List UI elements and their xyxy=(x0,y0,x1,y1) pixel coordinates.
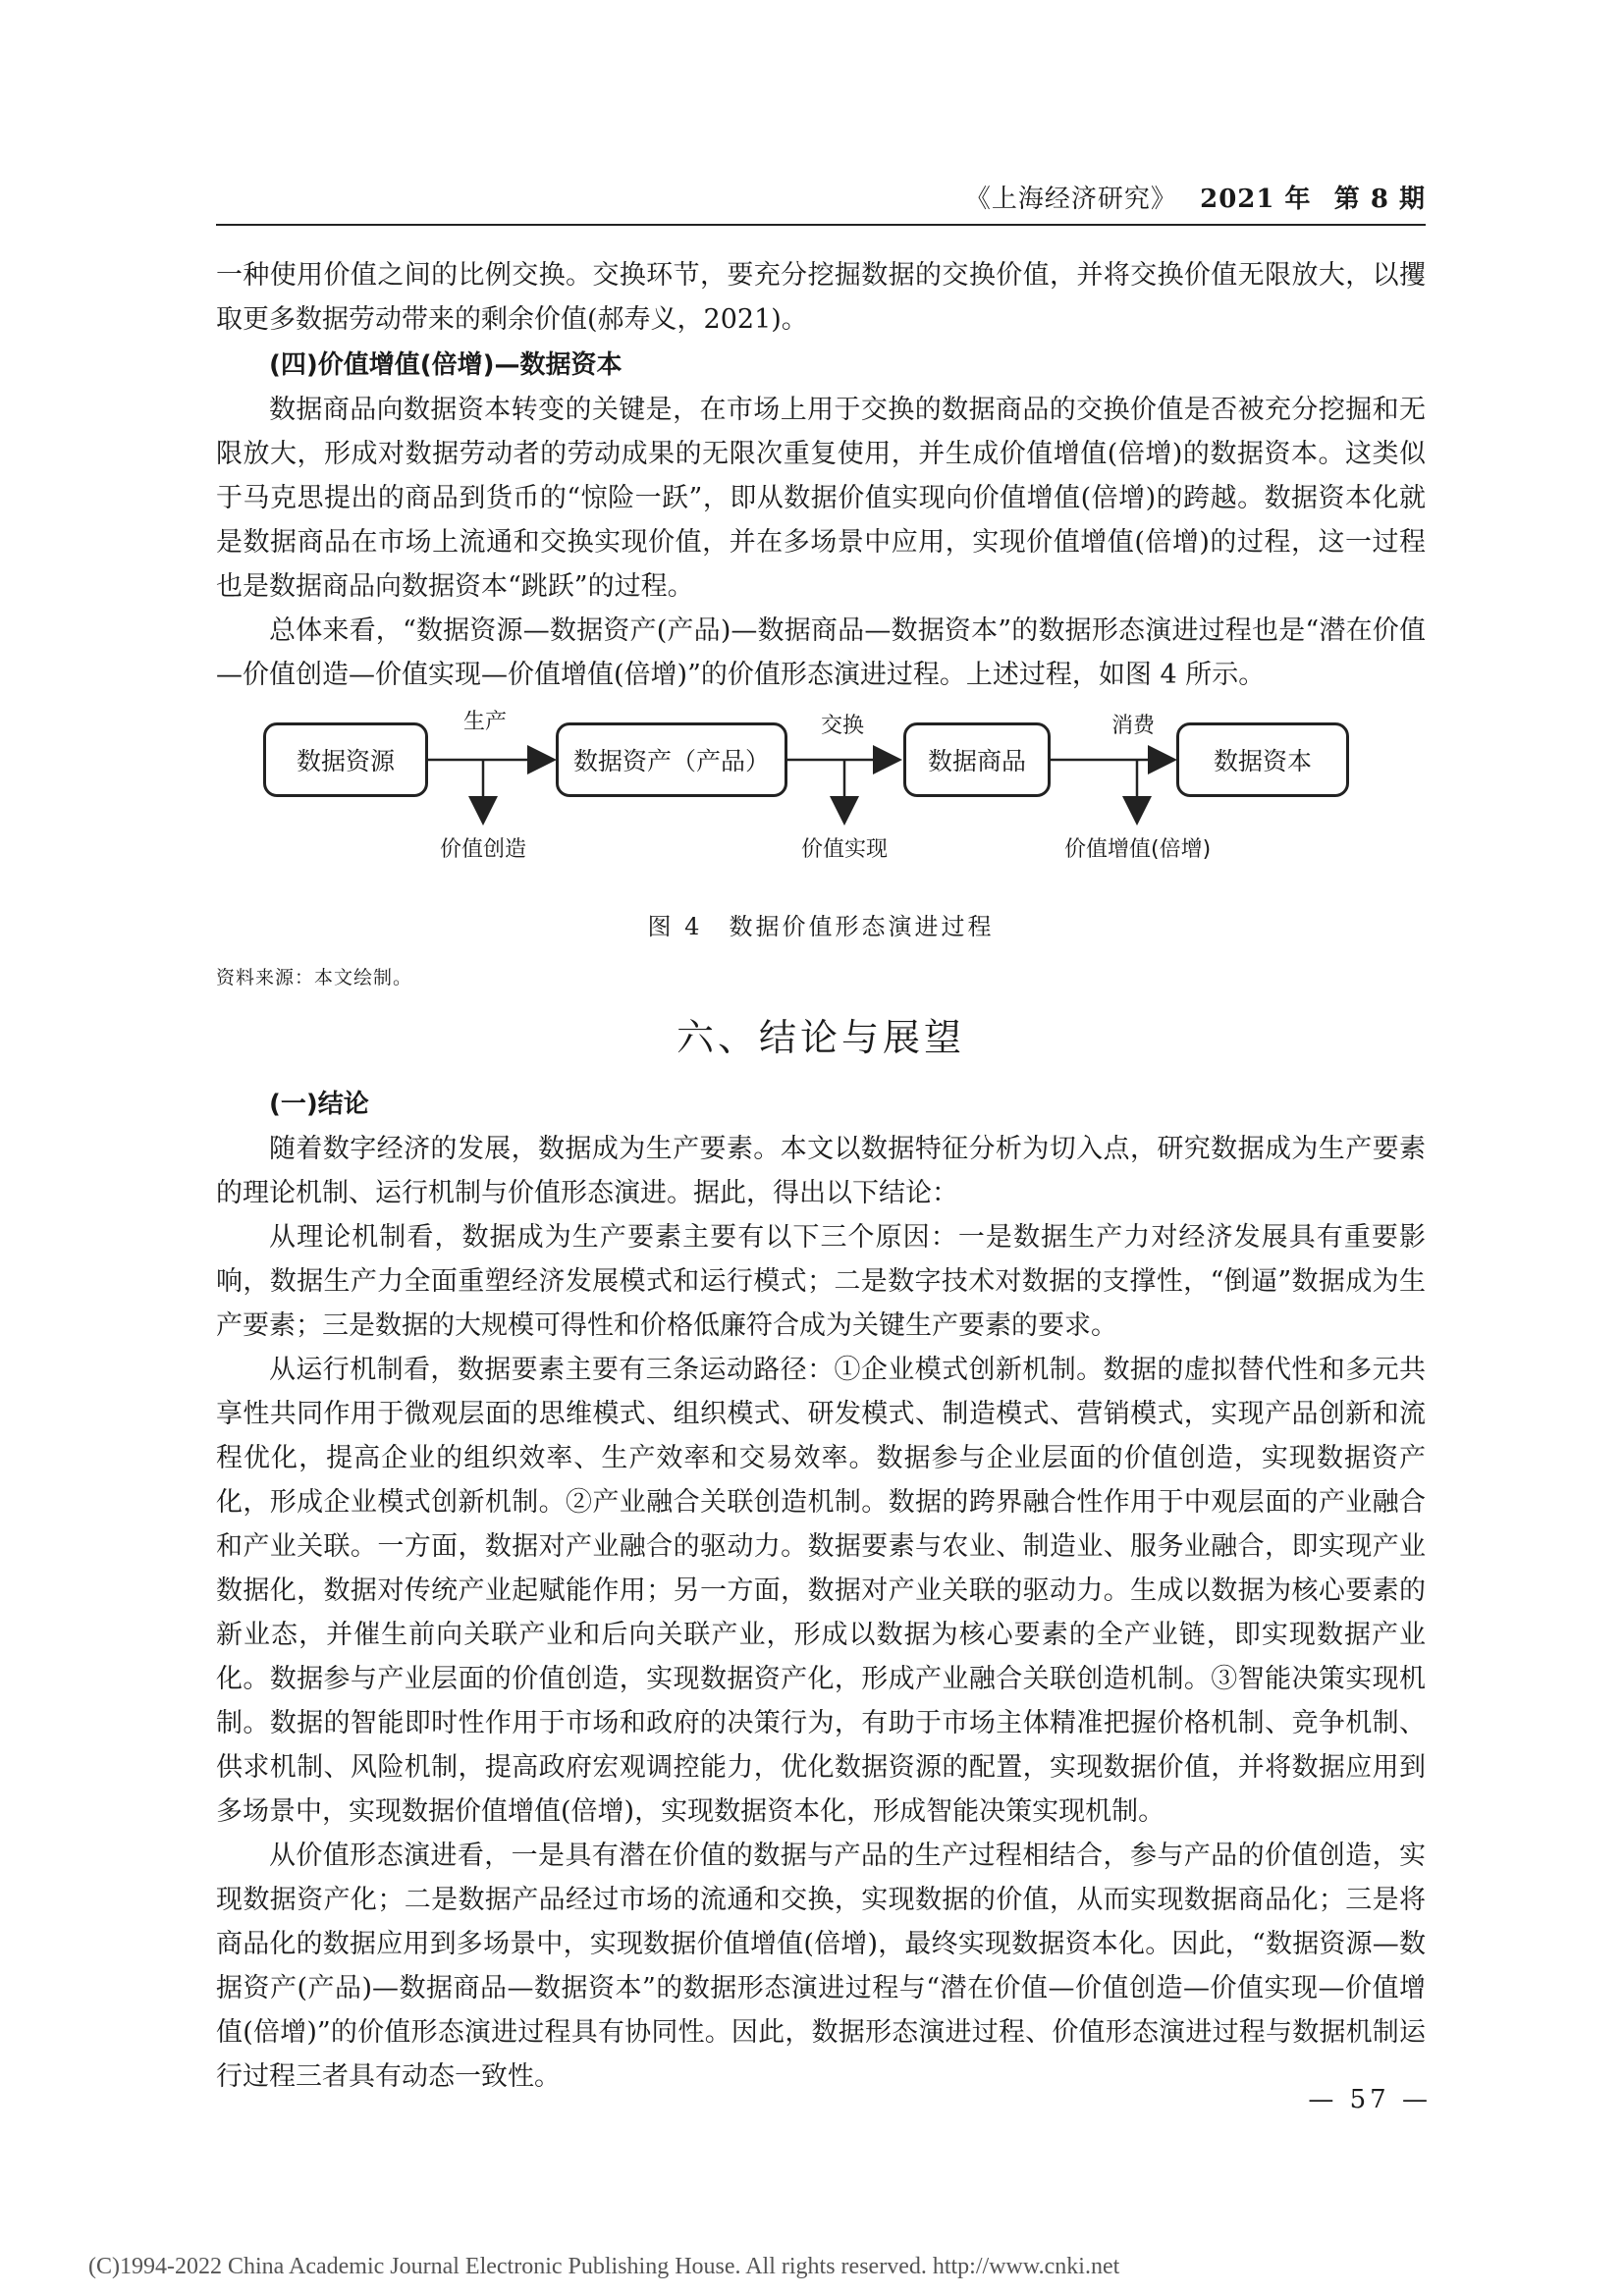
running-header xyxy=(216,179,1426,226)
paragraph: 从运行机制看，数据要素主要有三条运动路径：①企业模式创新机制。数据的虚拟替代性和多元共享性共同作用于微观层面的思维模式、组织模式、研发模式、制造模式、营销模式，实现产品创新和流程优化，提高企业的组织效率、生产效率和交易效率。数据参与企业层面的价值创造，实现数据资产化，形成企业模式创新机制。②产业融合关联创造机制。数据的跨界融合性作用于中观层面的产业融合和产业关联。一方面，数据对产业融合的驱动力。数据要素与农业、制造业、服务业融合，即实现产业数据化，数据对传统产业起赋能作用；另一方面，数据对产业关联的驱动力。生成以数据为核心要素的新业态，并催生前向关联产业和后向关联产业，形成以数据为核心要素的全产业链，即实现数据产业化。数据参与产业层面的价值创造，实现数据资产化，形成产业融合关联创造机制。③智能决策实现机制。数据的智能即时性作用于市场和政府的决策行为，有助于市场主体精准把握价格机制、竞争机制、供求机制、风险机制，提高政府宏观调控能力，优化数据资源的配置，实现数据价值，并将数据应用到多场景中，实现数据价值增值(倍增)，实现数据资本化，形成智能决策实现机制。 xyxy=(216,1355,1426,1827)
label-consumption: 消费 xyxy=(1111,714,1156,738)
figure-caption: 图 4 数据价值形态演进过程 xyxy=(647,913,995,940)
journal-name: 《上海经济研究》 xyxy=(964,185,1177,214)
subheading-value-multiplication: (四)价值增值(倍增)—数据资本 xyxy=(269,350,623,380)
label-value-creation: 价值创造 xyxy=(440,837,527,862)
paragraph: 总体来看，“数据资源—数据资产(产品)—数据商品—数据资本”的数据形态演进过程也是“潜在价值—价值创造—价值实现—价值增值(倍增)”的价值形态演进过程。上述过程，如图 4 所示。 xyxy=(216,615,1426,690)
paragraph: 一种使用价值之间的比例交换。交换环节，要充分挖掘数据的交换价值，并将交换价值无限放大，以攫取更多数据劳动带来的剩余价值(郝寿义，2021)。 xyxy=(216,260,1426,335)
label-production: 生产 xyxy=(463,710,508,734)
label-value-realization: 价值实现 xyxy=(801,837,889,862)
label-exchange: 交换 xyxy=(821,714,865,738)
main-content xyxy=(216,253,1426,2099)
copyright-footer: (C)1994-2022 China Academic Journal Electronic Publishing House. All rights reserved. http://www.cnki.net xyxy=(88,2254,1120,2279)
box-data-asset: 数据资产（产品） xyxy=(556,722,787,797)
page-number: — 57 — xyxy=(1308,2085,1432,2114)
paragraph: 随着数字经济的发展，数据成为生产要素。本文以数据特征分析为切入点，研究数据成为生产要素的理论机制、运行机制与价值形态演进。据此，得出以下结论： xyxy=(216,1134,1426,1208)
box-data-commodity: 数据商品 xyxy=(903,722,1051,797)
section-title: 六、结论与展望 xyxy=(676,1016,965,1059)
journal-year: 2021 年 xyxy=(1200,185,1312,214)
figure-4-flow-diagram xyxy=(216,705,1426,897)
subheading-conclusion: (一)结论 xyxy=(269,1090,369,1119)
figure-source: 资料来源：本文绘制。 xyxy=(216,967,413,988)
label-value-multiplication: 价值增值(倍增) xyxy=(1064,837,1212,862)
box-data-resource: 数据资源 xyxy=(263,722,428,797)
paragraph: 从理论机制看，数据成为生产要素主要有以下三个原因：一是数据生产力对经济发展具有重要影响，数据生产力全面重塑经济发展模式和运行模式；二是数字技术对数据的支撑性，“倒逼”数据成为生产要素；三是数据的大规模可得性和价格低廉符合成为关键生产要素的要求。 xyxy=(216,1222,1426,1341)
paragraph: 数据商品向数据资本转变的关键是，在市场上用于交换的数据商品的交换价值是否被充分挖掘和无限放大，形成对数据劳动者的劳动成果的无限次重复使用，并生成价值增值(倍增)的数据资本。这类似于马克思提出的商品到货币的“惊险一跃”，即从数据价值实现向价值增值(倍增)的跨越。数据资本化就是数据商品在市场上流通和交换实现价值，并在多场景中应用，实现价值增值(倍增)的过程，这一过程也是数据商品向数据资本“跳跃”的过程。 xyxy=(216,395,1426,602)
journal-issue: 第 8 期 xyxy=(1333,185,1426,214)
box-data-capital: 数据资本 xyxy=(1176,722,1349,797)
paragraph: 从价值形态演进看，一是具有潜在价值的数据与产品的生产过程相结合，参与产品的价值创造，实现数据资产化；二是数据产品经过市场的流通和交换，实现数据的价值，从而实现数据商品化；三是将商品化的数据应用到多场景中，实现数据价值增值(倍增)，最终实现数据资本化。因此，“数据资源—数据资产(产品)—数据商品—数据资本”的数据形态演进过程与“潜在价值—价值创造—价值实现—价值增值(倍增)”的价值形态演进过程具有协同性。因此，数据形态演进过程、价值形态演进过程与数据机制运行过程三者具有动态一致性。 xyxy=(216,1841,1426,2092)
